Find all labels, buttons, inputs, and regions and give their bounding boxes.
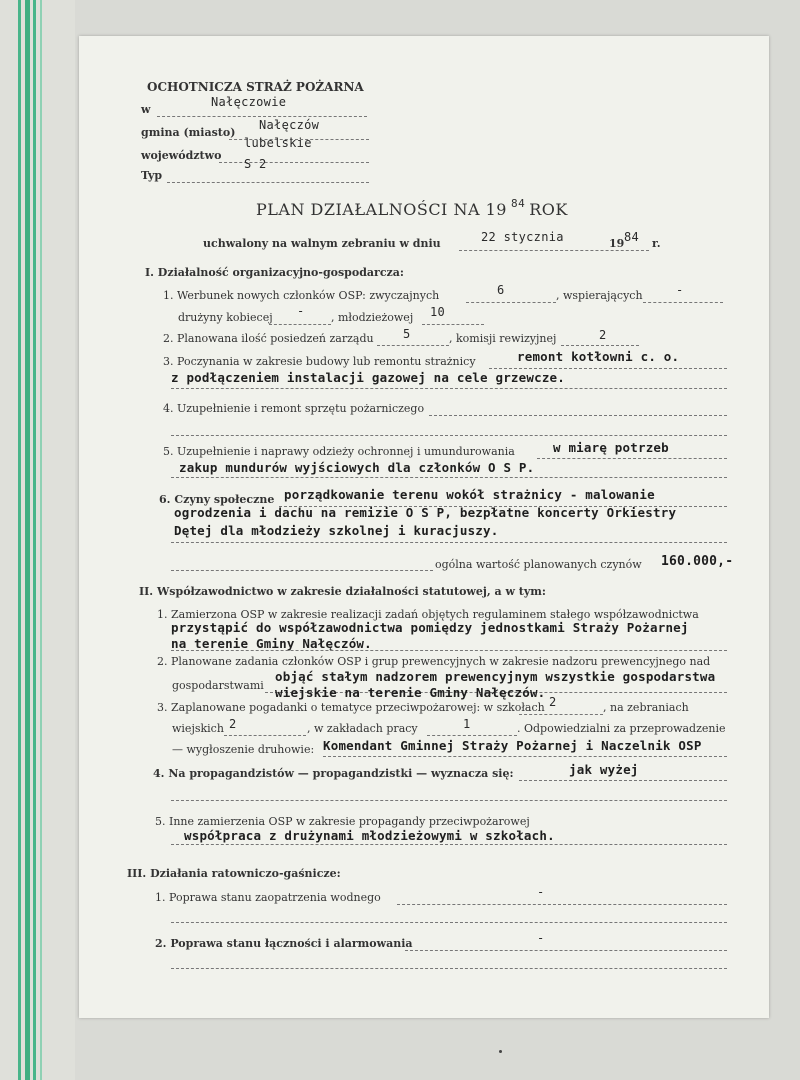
binder-strip	[0, 0, 75, 1080]
adopted-year: 84	[624, 230, 640, 244]
section3-heading: III. Działania ratowniczo-gaśnicze:	[127, 867, 341, 880]
s3-item2-line	[405, 950, 727, 951]
gmina-value: Nałęczów	[259, 118, 320, 132]
s3-item1-label: 1. Poprawa stanu zaopatrzenia wodnego	[155, 891, 381, 904]
s1-item1-line	[466, 302, 556, 303]
s2-item3-druh-label: — wygłoszenie druhowie:	[172, 743, 315, 756]
s1-item1-mlodz-line	[422, 324, 484, 325]
s1-item3-line2	[171, 388, 727, 389]
s2-item3-zeb-label: , na zebraniach	[603, 701, 689, 714]
s3-item2-label: 2. Poprawa stanu łączności i alarmowania	[155, 937, 413, 950]
s1-item4-label: 4. Uzupełnienie i remont sprzętu pożarniczego	[163, 402, 425, 415]
s2-item3-wiejskich: 2	[229, 717, 237, 731]
s1-item2-kom-label: , komisji rewizyjnej	[449, 332, 557, 345]
s1-item6-val1: porządkowanie terenu wokół strażnicy - malowanie	[284, 487, 655, 502]
org-name: OCHOTNICZA STRAŻ POŻARNA	[147, 80, 364, 94]
s3-item2-val: -	[537, 931, 545, 945]
s2-item5-val: współpraca z drużynami młodzieżowymi w szkołach.	[184, 828, 555, 843]
s1-item4-line2	[171, 435, 727, 436]
s3-item1-line	[397, 904, 727, 905]
s1-item3-line1	[489, 368, 727, 369]
s2-item3-wiejskich-label: wiejskich	[172, 722, 224, 735]
binder-green-line	[18, 0, 21, 1080]
s1-item3-val2: z podłączeniem instalacji gazowej na cele grzewcze.	[171, 370, 566, 385]
binder-green-line	[40, 0, 42, 1080]
w-label: w	[141, 103, 151, 116]
s2-item1-val1: przystąpić do współzawodnictwa pomiędzy jednostkami Straży Pożarnej	[171, 620, 689, 635]
s1-item6-val2: ogrodzenia i dachu na remizie O S P, bezpłatne koncerty Orkiestry	[174, 505, 677, 520]
binder-green-line	[25, 0, 30, 1080]
s2-item3-druh: Komendant Gminnej Straży Pożarnej i Naczelnik OSP	[323, 738, 702, 753]
s3-item2-line2	[171, 968, 727, 969]
title-year: 84	[510, 197, 526, 210]
s2-item3-zakl-label: , w zakładach pracy	[307, 722, 418, 735]
s1-item6-val3: Dętej dla młodzieży szkolnej i kuracjuszy.	[174, 523, 499, 538]
woj-line	[219, 162, 369, 163]
document-sheet	[79, 36, 769, 1018]
s1-item4-line1	[429, 415, 727, 416]
s2-item3-label: 3. Zaplanowane pogadanki o tematyce przeciwpożarowej: w szkołach	[157, 701, 545, 714]
s1-total-label: ogólna wartość planowanych czynów	[435, 558, 642, 571]
s1-item3-val1: remont kotłowni c. o.	[517, 349, 680, 364]
s1-item2-label: 2. Planowana ilość posiedzeń zarządu	[163, 332, 374, 345]
s1-item6-line2	[171, 542, 727, 543]
s1-item1-wsp: -	[676, 283, 684, 297]
s2-item5-line	[171, 844, 727, 845]
s2-item3-odp-label: . Odpowiedzialni za przeprowadzenie	[517, 722, 726, 735]
title-main: PLAN DZIAŁALNOŚCI NA 19	[256, 200, 507, 219]
s1-item1-wsp-line	[643, 302, 723, 303]
s2-item2-label2: gospodarstwami	[172, 679, 264, 692]
s1-item1-wsp-label: , wspierających	[556, 289, 643, 302]
s1-item2-kom: 2	[599, 328, 607, 342]
typ-label: Typ	[141, 169, 163, 182]
gmina-label: gmina (miasto)	[141, 126, 236, 139]
s2-item4-line2	[171, 800, 727, 801]
title-suffix: ROK	[529, 200, 568, 219]
s2-item3-wiejskich-line	[224, 735, 306, 736]
s1-item5-label: 5. Uzupełnienie i naprawy odzieży ochronnej i umundurowania	[163, 445, 515, 458]
s2-item2-label: 2. Planowane zadania członków OSP i grup prewencyjnych w zakresie nadzoru prewencyjnego nad	[157, 655, 711, 668]
s1-item1-zw: 6	[497, 283, 505, 297]
s2-item3-druh-line	[323, 756, 727, 757]
adopted-label: uchwalony na walnym zebraniu w dniu	[203, 237, 441, 250]
s1-item2-zarz-line	[377, 345, 449, 346]
s1-item1-mlodz-label: , młodzieżowej	[331, 311, 414, 324]
s3-item1-val: -	[537, 885, 545, 899]
s1-item1-mlodz: 10	[430, 305, 446, 319]
woj-value: lubelskie	[244, 136, 312, 150]
s3-item1-line2	[171, 922, 727, 923]
s1-item2-zarz: 5	[403, 327, 411, 341]
s1-item2-kom-line	[561, 345, 639, 346]
s1-item1-kob-line	[269, 324, 331, 325]
s2-item2-val2: wiejskie na terenie Gminy Nałęczów.	[275, 685, 546, 700]
s1-item1-kob-label: drużyny kobiecej	[178, 311, 273, 324]
s1-item6-label: 6. Czyny społeczne	[159, 493, 275, 506]
s2-item1-val2: na terenie Gminy Nałęczów.	[171, 636, 372, 651]
adopted-year-prefix: 19	[609, 237, 625, 250]
s1-item5-line1	[537, 458, 727, 459]
w-value: Nałęczowie	[211, 95, 287, 109]
woj-label: województwo	[141, 149, 222, 162]
s2-item1-label: 1. Zamierzona OSP w zakresie realizacji zadań objętych regulaminem stałego współzawodnictwa	[157, 608, 699, 621]
s2-item3-zakl: 1	[463, 717, 471, 731]
section1-heading: I. Działalność organizacyjno-gospodarcza:	[145, 266, 404, 279]
s2-item1-line	[171, 650, 727, 651]
section2-heading: II. Współzawodnictwo w zakresie działalności statutowej, a w tym:	[139, 585, 546, 598]
w-line	[157, 116, 367, 117]
adopted-r: r.	[652, 237, 661, 250]
s2-item4-label: 4. Na propagandzistów — propagandzistki — wyznacza się:	[153, 767, 514, 780]
s1-item1-kob: -	[297, 304, 305, 318]
s1-total-line-left	[171, 570, 433, 571]
s2-item4-line	[519, 780, 727, 781]
s1-item1-label: 1. Werbunek nowych członków OSP: zwyczajnych	[163, 289, 440, 302]
typ-value: S 2	[244, 157, 267, 171]
s1-item5-val1: w miarę potrzeb	[553, 440, 669, 455]
s1-total-value: 160.000,-	[661, 554, 734, 569]
typ-line	[167, 182, 369, 183]
s1-item3-label: 3. Poczynania w zakresie budowy lub remontu strażnicy	[163, 355, 476, 368]
plan-title	[256, 197, 568, 219]
paper-speck	[499, 1050, 502, 1053]
s2-item5-label: 5. Inne zamierzenia OSP w zakresie propagandy przeciwpożarowej	[155, 815, 530, 828]
adopted-line	[459, 250, 649, 251]
adopted-date: 22 stycznia	[481, 230, 564, 244]
s2-item3-zakl-line	[427, 735, 517, 736]
s2-item3-szk: 2	[549, 695, 557, 709]
s1-item5-line2	[171, 477, 727, 478]
s2-item4-val: jak wyżej	[569, 762, 639, 777]
s2-item3-szk-line	[519, 714, 603, 715]
binder-green-line	[33, 0, 36, 1080]
s1-item5-val2: zakup mundurów wyjściowych dla członków O S P.	[179, 460, 535, 475]
s2-item2-val1: objąć stałym nadzorem prewencyjnym wszystkie gospodarstwa	[275, 669, 716, 684]
